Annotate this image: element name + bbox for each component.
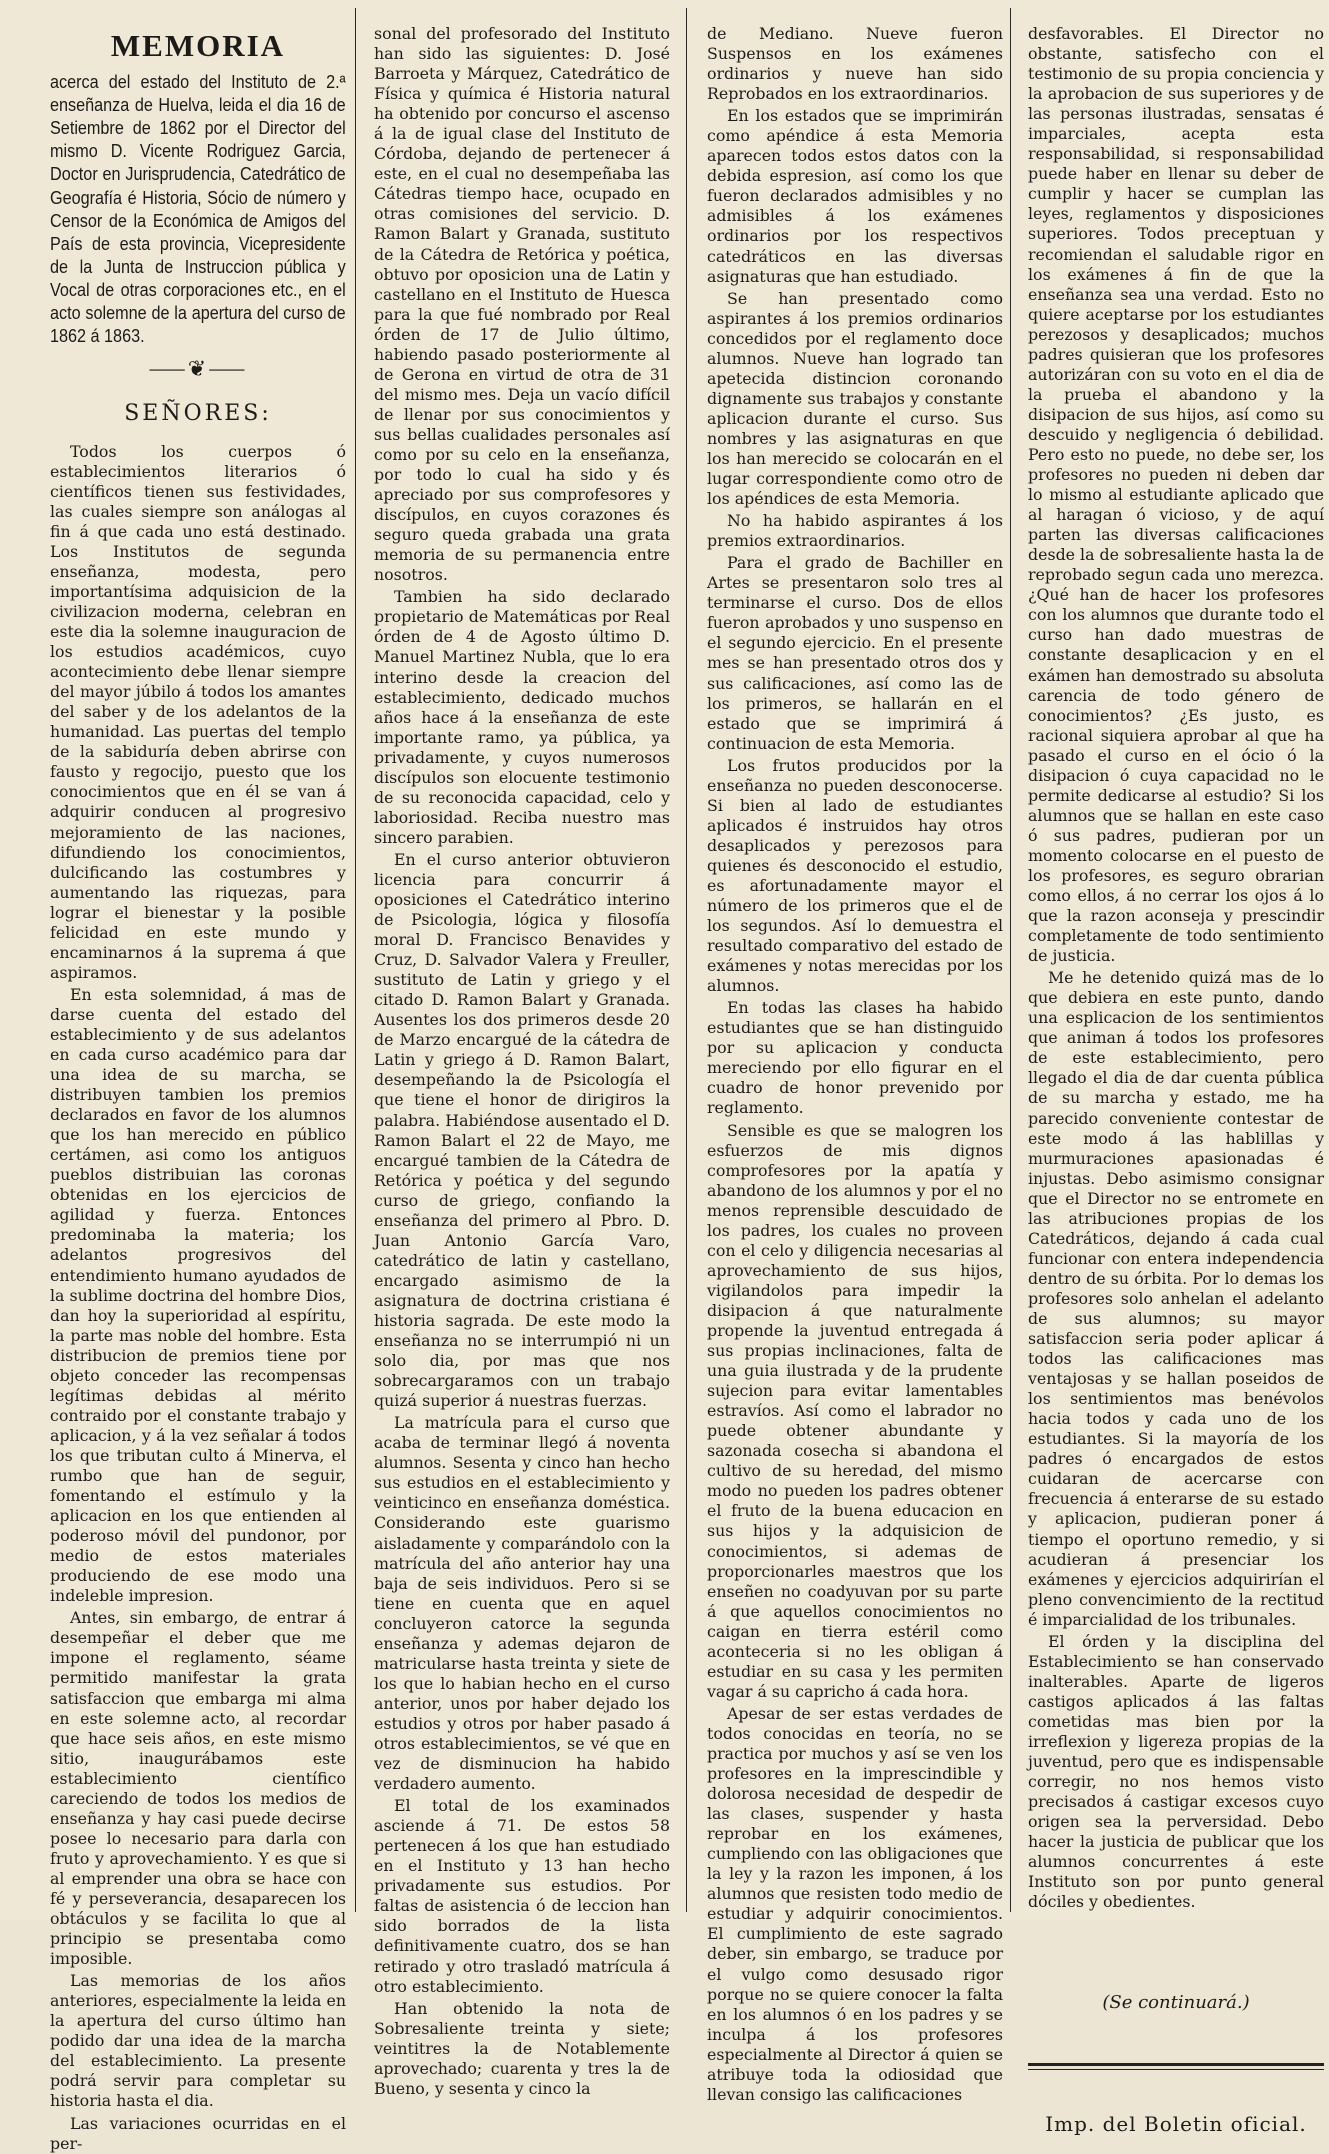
paragraph: En todas las clases ha habido estudiantes que se han distinguido por su aplicacion y conducta mereciendo por ello figurar en el cuadro de honor prevenido por reglamento. <box>707 998 1003 1118</box>
paragraph: Han obtenido la nota de Sobresaliente treinta y siete; veintitres la de Notablemente aprovechado; cuarenta y tres la de Bueno, y sesenta y cinco la <box>374 1998 670 2098</box>
paragraph: desfavorables. El Director no obstante, satisfecho con el testimonio de su propia conciencia y la aprobacion de sus superiores y de las personas ilustradas, sensatas é imparciales, acepta esta responsabilidad, si responsabilidad puede haber en llenar su deber de cumplir y hacer se cumplan las leyes, reglamentos y disposiciones superiores. Todos preceptuan y recomiendan el saludable rigor en los exámenes á fin de que la enseñanza sea una verdad. Esto no quiere aceptarse por los estudiantes perezosos y desaplicados; muchos padres quisieran que los profesores autorizáran con su voto en el dia de la prueba el abandono y la disipacion de sus hijos, así como su descuido y negligencia ó debilidad. Pero esto no puede, no debe ser, los profesores no pueden ni deben dar lo mismo al estudiante aplicado que al haragan ó vicioso, y de aquí parten las diversas calificaciones desde la de sobresaliente hasta la de reprobado segun cada uno merezca. ¿Qué han de hacer los profesores con los alumnos que durante todo el curso han dado muestras de constante desaplicacion y en el exámen han demostrado su absoluta carencia de todo género de conocimientos? ¿Es justo, es racional siquiera aprobar al que ha pasado el curso en el ócio ó la disipacion ó cuya capacidad no le permite dedicarse al estudio? Si los alumnos que se hallan en este caso ó sus padres, pudieran por un momento colocarse en el puesto de los profesores, es seguro obrarian como ellos, á no cerrar los ojos á lo que la razon aconseja y prescindir completamente de todo sentimiento de justicia. <box>1028 24 1324 966</box>
paragraph: Me he detenido quizá mas de lo que debiera en este punto, dando una esplicacion de los sentimientos que animan á todos los profesores de este establecimiento, pero llegado el dia de dar cuenta pública de su marcha y estado, me ha parecido conveniente contestar de este modo á las hablillas y murmuraciones apasionadas é injustas. Debo asimismo consignar que el Director no se entromete en las atribuciones propias de los Catedráticos, dejando á cada cual funcionar con entera independencia dentro de su órbita. Por lo demas los profesores solo anhelan el adelanto de sus alumnos; su mayor satisfaccion seria poder aplicar á todos las calificaciones mas ventajosas y se hallan poseidos de los sentimientos mas benévolos hacia todos y cada uno de los estudiantes. Si la mayoría de los padres ó encargados de estos cuidaran de acercarse con frecuencia á enterarse de su estado y aplicacion, pudieran poner á tiempo el oportuno remedio, y si acudieran á presenciar los exámenes y ejercicios adquirirían el pleno convencimiento de la rectitud é imparcialidad de los tribunales. <box>1028 968 1324 1629</box>
paragraph: El total de los examinados asciende á 71. De estos 58 pertenecen á los que han estudiado en el Instituto y 13 han hecho privadamente sus estudios. Por faltas de asistencia ó de leccion han sido borrados de la lista definitivamente cuatro, dos se han retirado y otro trasladó matrícula á otro establecimiento. <box>374 1796 670 1996</box>
paragraph: sonal del profesorado del Instituto han sido las siguientes: D. José Barroeta y Márquez, Catedrático de Física y química é Historia natural ha obtenido por concurso el ascenso á la de igual clase del Instituto de Córdoba, dejando de pertenecer á este, en el cual no desempeñaba las Cátedras tiempo hace, ocupado en otras comisiones del servicio. D. Ramon Balart y Granada, sustituto de la Cátedra de Retórica y poética, obtuvo por oposicion una de Latin y castellano en el Instituto de Huesca para la que fué nombrado por Real órden de 17 de Julio último, habiendo pasado posteriormente al de Gerona en virtud de otra de 31 del mismo mes. Deja un vacío difícil de llenar por sus conocimientos y sus bellas cualidades personales así como por su celo en la enseñanza, por todo lo cual ha sido y és apreciado por sus comprofesores y discípulos, en cuyos corazones és seguro queda grabada una grata memoria de su permanencia entre nosotros. <box>374 24 670 585</box>
paragraph: Apesar de ser estas verdades de todos conocidas en teoría, no se practica por muchos y así se ven los profesores en la imprescindible y dolorosa necesidad de despedir de las clases, suspender y hasta reprobar en los exámenes, cumpliendo con las obligaciones que la ley y la razon les imponen, á los alumnos que resisten todo medio de estudiar y adquirir conocimientos. El cumplimiento de este sagrado deber, sin embargo, se traduce por el vulgo como desusado rigor porque no se quiere conocer la falta en los alumnos ó en los padres y se inculpa á los profesores especialmente al Director á quien se atribuye toda la odiosidad que llevan consigo las calificaciones <box>707 1703 1003 2104</box>
continued-note: (Se continuará.) <box>1102 1992 1250 2014</box>
printer-imprint: Imp. del Boletin oficial. <box>1045 2112 1307 2137</box>
column-rule <box>355 8 356 1912</box>
column-rule <box>1010 8 1011 1912</box>
salutation: SEÑORES: <box>124 400 272 426</box>
column-2 <box>374 24 670 2098</box>
column-4 <box>1028 24 1324 2137</box>
paragraph: Las memorias de los años anteriores, especialmente la leida en la apertura del curso último han podido dar una idea de la marcha del establecimiento. La presente podrá servir para completar su historia hasta el dia. <box>50 1971 346 2111</box>
column-1 <box>50 24 346 2153</box>
column-3 <box>707 24 1003 2104</box>
paragraph: Se han presentado como aspirantes á los premios ordinarios concedidos por el reglamento doce alumnos. Nueve han logrado tan apetecida distincion coronando dignamente sus trabajos y constante aplicacion durante el curso. Sus nombres y las asignaturas en que los han merecido se colocarán en el lugar correspondiente como otro de los apéndices de esta Memoria. <box>707 288 1003 509</box>
closing-rule <box>1028 2063 1324 2070</box>
paragraph: La matrícula para el curso que acaba de terminar llegó á noventa alumnos. Sesenta y cinco han hecho sus estudios en el establecimiento y veinticinco en enseñanza doméstica. Considerando este guarismo aisladamente y comparándolo con la matrícula del año anterior hay una baja de seis individuos. Pero si se tiene en cuenta que en aquel concluyeron catorce la segunda enseñanza y ademas dejaron de matricularse hasta treinta y siete de los que lo habian hecho en el curso anterior, unos por haber dejado los estudios y otros por haber pasado á otros establecimientos, se vé que en vez de disminucion ha habido verdadero aumento. <box>374 1413 670 1794</box>
paragraph: No ha habido aspirantes á los premios extraordinarios. <box>707 511 1003 551</box>
column-rule <box>686 8 687 1912</box>
paragraph: Sensible es que se malogren los esfuerzos de mis dignos comprofesores por la apatía y abandono de los alumnos y por el no menos reprensible descuidado de los padres, los cuales no proveen con el celo y diligencia necesarias al aprovechamiento de sus hijos, vigilandolos para impedir la disipacion á que naturalmente propende la juventud entregada á sus propias inclinaciones, falta de una guia ilustrada y de la prudente sujecion para evitar lamentables estravíos. Así como el labrador no puede obtener abundante y sazonada cosecha si abandona el cultivo de su heredad, del mismo modo no pueden los padres obtener el fruto de la buena educacion en sus hijos y la adquisicion de conocimientos, si ademas de proporcionarles maestros que los enseñen no coadyuvan por su parte á que aquellos conocimientos no caigan en tierra estéril como aconteceria si no les obligan á estudiar en su casa y les permiten vagar á su capricho á cada hora. <box>707 1120 1003 1701</box>
ornament-flourish-icon: ⸺❦⸺ <box>148 356 248 382</box>
paragraph: Las variaciones ocurridas en el per- <box>50 2113 346 2153</box>
page-title: MEMORIA <box>110 28 286 63</box>
subtitle: acerca del estado del Instituto de 2.ª enseñanza de Huelva, leida el dia 16 de Setiembre de 1862 por el Director del mismo D. Vicente Rodriguez Garcia, Doctor en Jurisprudencia, Catedrático de Geografía é Historia, Sócio de número y Censor de la Económica de Amigos del País de esta provincia, Vicepresidente de la Junta de Instruccion pública y Vocal de otras corporaciones etc., en el acto solemne de la apertura del curso de 1862 á 1863. <box>50 72 346 346</box>
paragraph: En los estados que se imprimirán como apéndice á esta Memoria aparecen todos estos datos con la debida espresion, así como los que fueron declarados admisibles y no admisibles á los exámenes ordinarios por los respectivos catedráticos en las diversas asignaturas que han estudiado. <box>707 106 1003 286</box>
paragraph: Los frutos producidos por la enseñanza no pueden desconocerse. Si bien al lado de estudiantes aplicados é instruidos hay otros desaplicados y perezosos para quienes és desconocido el estudio, es afortunadamente mayor el número de los primeros que el de los segundos. Así lo demuestra el resultado comparativo del estado de exámenes y notas merecidas por los alumnos. <box>707 755 1003 996</box>
paragraph: En el curso anterior obtuvieron licencia para concurrir á oposiciones el Catedrático interino de Psicologia, lógica y filosofía moral D. Francisco Benavides y Cruz, D. Salvador Valera y Freuller, sustituto de Latin y griego y el citado D. Ramon Balart y Granada. Ausentes los dos primeros desde 20 de Marzo encargué de la cátedra de Latin y griego á D. Ramon Balart, desempeñando la de Psicología el que tiene el honor de dirigiros la palabra. Habiéndose ausentado el D. Ramon Balart el 22 de Mayo, me encargué tambien de la Cátedra de Retórica y poética y del segundo curso de griego, confiando la enseñanza del primero al Pbro. D. Juan Antonio García Varo, catedrático de latin y castellano, encargado asimismo de la asignatura de doctrina cristiana é historia sagrada. De este modo la enseñanza no se interrumpió ni un solo dia, por mas que nos sobrecargaramos con un trabajo quizá superior á nuestras fuerzas. <box>374 849 670 1411</box>
paragraph: El órden y la disciplina del Establecimiento se han conservado inalterables. Aparte de ligeros castigos aplicados á las faltas cometidas mas bien por la irreflexion y ligereza propias de la juventud, pero que es indispensable corregir, no nos hemos visto precisados á castigar excesos cuyo origen sea la perversidad. Debo hacer la justicia de publicar que los alumnos concurrentes á este Instituto son por punto general dóciles y obedientes. <box>1028 1631 1324 1912</box>
paragraph: Todos los cuerpos ó establecimientos literarios ó científicos tienen sus festividades, las cuales siempre son análogas al fin á que cada uno está destinado. Los Institutos de segunda enseñanza, modesta, pero importantísima adquisicion de la civilizacion moderna, celebran en este dia la solemne inauguracion de los estudios académicos, cuyo acontecimiento debe llenar siempre del mayor júbilo á todos los amantes del saber y de los adelantos de la humanidad. Las puertas del templo de la sabiduría deben abrirse con fausto y regocijo, puesto que los conocimientos que en él se van á adquirir conducen al progresivo mejoramiento de las naciones, difundiendo los conocimientos, dulcificando las costumbres y aumentando las riquezas, para lograr el bienestar y la posible felicidad en este mundo y encaminarnos á la suprema á que aspiramos. <box>50 441 346 982</box>
paragraph: de Mediano. Nueve fueron Suspensos en los exámenes ordinarios y nueve han sido Reprobados en los extraordinarios. <box>707 24 1003 104</box>
paragraph: En esta solemnidad, á mas de darse cuenta del estado del establecimiento y de sus adelantos en cada curso académico para dar una idea de su marcha, se distribuyen tambien los premios declarados en favor de los alumnos que los han merecido en público certámen, asi como los antiguos pueblos distribuian las coronas obtenidas en los ejercicios de agilidad y fuerza. Entonces predominaba la materia; los adelantos progresivos del entendimiento humano ayudados de la sublime doctrina del hombre Dios, dan hoy la superioridad al espíritu, la parte mas noble del hombre. Esta distribucion de premios tiene por objeto conceder las recompensas legítimas debidas al mérito contraido por el constante trabajo y aplicacion, y á la vez señalar á todos los que tributan culto á Minerva, el rumbo que han de seguir, fomentando el estímulo y la aplicacion en los que entienden al poderoso móvil del pundonor, por medio de estos materiales produciendo de ese modo una indeleble impresion. <box>50 984 346 1606</box>
paragraph: Antes, sin embargo, de entrar á desempeñar el deber que me impone el reglamento, séame permitido manifestar la grata satisfaccion que embarga mi alma en este solemne acto, al recordar que hace seis años, en este mismo sitio, inaugurábamos este establecimiento científico careciendo de todos los medios de enseñanza y hay casi puede decirse posee lo necesario para darla con fruto y aprovechamiento. Y es que si al emprender una obra se hace con fé y perseverancia, desaparecen los obtáculos y se facilita lo que al principio se presentaba como imposible. <box>50 1608 346 1969</box>
paragraph: Para el grado de Bachiller en Artes se presentaron solo tres al terminarse el curso. Dos de ellos fueron aprobados y uno suspenso en el segundo ejercicio. En el presente mes se han presentado otros dos y sus calificaciones, así como las de los primeros, se hallarán en el estado que se imprimirá á continuacion de esta Memoria. <box>707 553 1003 753</box>
paragraph: Tambien ha sido declarado propietario de Matemáticas por Real órden de 4 de Agosto último D. Manuel Martinez Nubla, que lo era interino desde la creacion del establecimiento, dedicado muchos años hace á la enseñanza de este importante ramo, ya pública, ya privadamente, y cuyos numerosos discípulos son elocuente testimonio de su reconocida capacidad, celo y laboriosidad. Reciba nuestro mas sincero parabien. <box>374 587 670 847</box>
